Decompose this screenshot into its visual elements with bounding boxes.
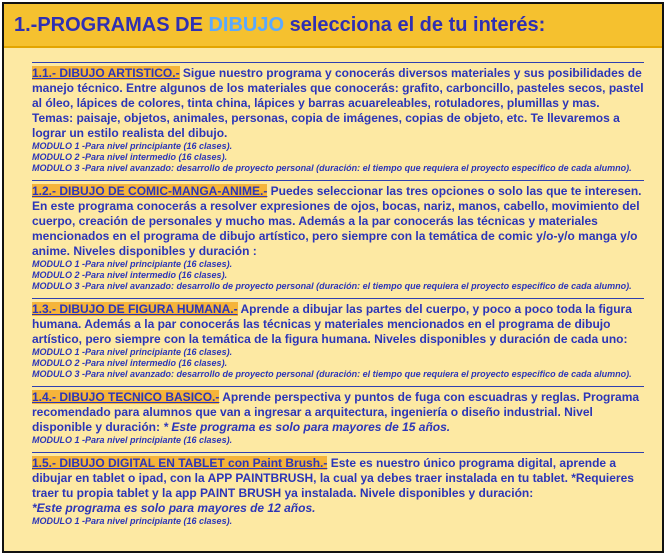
module-item: MODULO 1 -Para nivel principiante (16 clases). — [32, 141, 233, 151]
program-body: Aprende a dibujar las partes del cuerpo, y poco a poco toda la figura humana. Además a la par conocerás las técnicas y materiales mencionados en el programa de dibujo artístico, pero siempre con la temática de la figura humana. Niveles disponibles y duración de cada uno: — [32, 302, 632, 346]
module-item: MODULO 2 -Para nivel intermedio (16 clases). — [32, 152, 228, 162]
program-body: Aprende perspectiva y puntos de fuga con escuadras y reglas. Programa recomendado para alumnos que van a ingresar a arquitectura, ingeniería o diseño industrial. Nivel disponible y duración: — [32, 390, 640, 434]
module-item: MODULO 1 -Para nivel principiante (16 clases). — [32, 516, 233, 526]
program-title: 1.4.- DIBUJO TECNICO BASICO.- — [32, 390, 220, 404]
program-artistico — [32, 62, 644, 174]
title-suffix: selecciona el de tu interés: — [284, 13, 546, 36]
program-title: 1.2.- DIBUJO DE COMIC-MANGA-ANIME.- — [32, 184, 268, 198]
program-age-note: *Este programa es solo para mayores de 12 años. — [32, 501, 316, 515]
module-item: MODULO 3 -Para nivel avanzado: desarrollo de proyecto personal (duración: el tiempo que requiera el proyecto especifico de cada alumno). — [32, 369, 632, 379]
program-description — [32, 390, 644, 435]
document-frame — [2, 2, 664, 553]
module-item: MODULO 1 -Para nivel principiante (16 clases). — [32, 435, 233, 445]
module-list — [32, 435, 644, 446]
program-title: 1.3.- DIBUJO DE FIGURA HUMANA.- — [32, 302, 238, 316]
page-header — [4, 4, 662, 48]
program-body: Este es nuestro único programa digital, aprende a dibujar en tablet o ipad, con la APP PAINTBRUSH, la cual ya debes traer instalada en tu tablet. *Requieres traer tu propia tablet y la app PAINT BRUSH ya instalada. Nivele disponibles y duración: — [32, 456, 634, 500]
program-tecnico — [32, 386, 644, 446]
module-item: MODULO 3 -Para nivel avanzado: desarrollo de proyecto personal (duración: el tiempo que requiera el proyecto especifico de cada alumno). — [32, 281, 632, 291]
module-list — [32, 347, 644, 380]
program-age-note: * Este programa es solo para mayores de 15 años. — [163, 420, 451, 434]
title-highlight: DIBUJO — [208, 13, 285, 36]
module-list — [32, 141, 644, 174]
program-body: Sigue nuestro programa y conocerás diversos materiales y sus posibilidades de manejo técnico. Entre algunos de los materiales que conocerás: grafito, carboncillo, pasteles secos, pastel al óleo, lápices de colores, tinta china, lápices y barras acuareleables, rotuladores, plumillas y mas. — [32, 66, 644, 110]
program-figura-humana — [32, 298, 644, 380]
module-item: MODULO 1 -Para nivel principiante (16 clases). — [32, 347, 233, 357]
program-description — [32, 302, 644, 347]
page-title — [14, 14, 545, 37]
module-item: MODULO 2 -Para nivel intermedio (16 clases). — [32, 270, 228, 280]
module-item: MODULO 1 -Para nivel principiante (16 clases). — [32, 259, 233, 269]
module-list — [32, 516, 644, 527]
program-title: 1.1.- DIBUJO ARTISTICO.- — [32, 66, 180, 80]
module-list — [32, 259, 644, 292]
program-description — [32, 184, 644, 259]
module-item: MODULO 2 -Para nivel intermedio (16 clases). — [32, 358, 228, 368]
program-digital — [32, 452, 644, 527]
program-title: 1.5.- DIBUJO DIGITAL EN TABLET con Paint Brush.- — [32, 456, 328, 470]
module-item: MODULO 3 -Para nivel avanzado: desarrollo de proyecto personal (duración: el tiempo que requiera el proyecto especifico de cada alumno). — [32, 163, 632, 173]
program-list — [32, 62, 644, 533]
program-comic — [32, 180, 644, 292]
title-prefix: 1.-PROGRAMAS DE — [14, 13, 209, 36]
program-description — [32, 66, 644, 111]
program-body: Puedes seleccionar las tres opciones o solo las que te interesen. En este programa conocerás a resolver expresiones de ojos, bocas, nariz, manos, cabello, movimiento del cuerpo, creación de personales y mucho mas. Además a la par conocerás las técnicas y materiales mencionados en el programa de dibujo artístico, pero siempre con la temática de comic y/o-y/o manga y/o anime. Niveles disponibles y duración : — [32, 184, 642, 258]
program-topics: Temas: paisaje, objetos, animales, personas, copia de imágenes, copias de objeto, etc. Te llevaremos a lograr un estilo realista del dibujo. — [32, 111, 620, 140]
program-description — [32, 456, 644, 501]
